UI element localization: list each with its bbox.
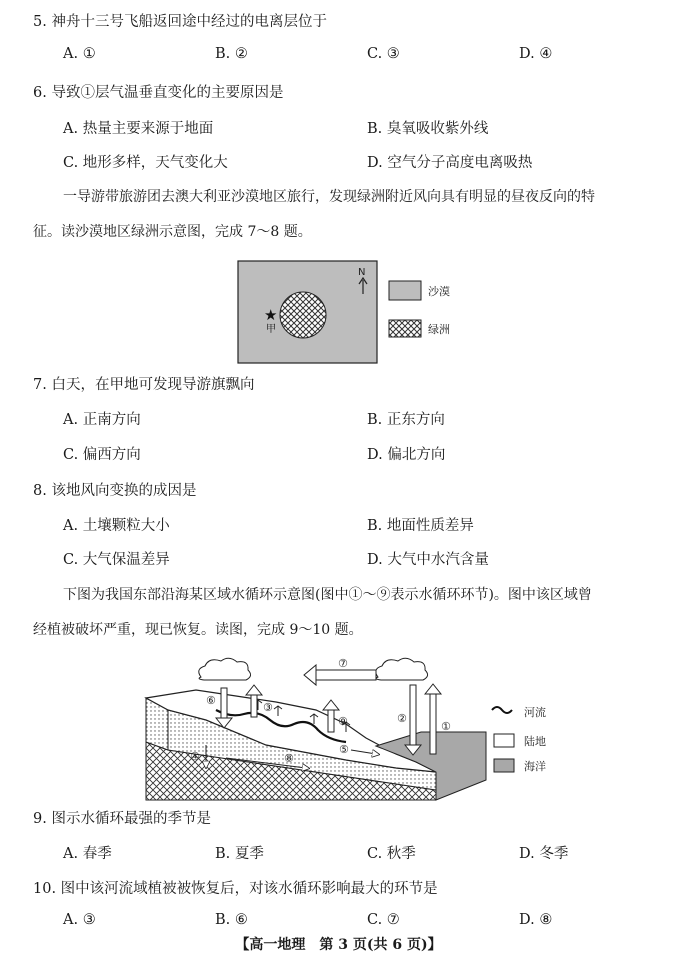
north-label: N xyxy=(358,267,366,278)
oasis-map-figure xyxy=(237,260,467,368)
q10-option-a: A. ③ xyxy=(63,912,96,928)
q5-option-b: B. ② xyxy=(215,46,248,62)
cloud-right-icon xyxy=(376,658,428,680)
q10-option-b: B. ⑥ xyxy=(215,912,248,928)
q9-option-c: C. 秋季 xyxy=(367,846,416,862)
legend-oasis-label: 绿洲 xyxy=(428,323,450,336)
star-icon: ★ xyxy=(264,306,278,324)
place-label-jia: 甲 xyxy=(266,324,276,335)
q7-option-a: A. 正南方向 xyxy=(63,412,141,428)
page-footer: 【高一地理 第 3 页(共 6 页)】 xyxy=(235,937,442,953)
label-8: ⑧ xyxy=(284,752,294,765)
arrow-3-evaporation xyxy=(251,695,257,717)
q5-option-d: D. ④ xyxy=(519,46,553,62)
q8-option-b: B. 地面性质差异 xyxy=(367,518,474,534)
q8-option-d: D. 大气中水汽含量 xyxy=(367,552,489,568)
intro-water-cycle-line2: 经植被破坏严重，现已恢复。读图，完成 9～10 题。 xyxy=(33,622,363,638)
q6-option-a: A. 热量主要来源于地面 xyxy=(63,121,214,137)
q9-option-d: D. 冬季 xyxy=(519,846,569,862)
legend-ocean-swatch xyxy=(494,759,514,772)
label-7: ⑦ xyxy=(338,657,348,670)
q7-option-b: B. 正东方向 xyxy=(367,412,445,428)
legend-land-swatch xyxy=(494,734,514,747)
q8-option-c: C. 大气保温差异 xyxy=(63,552,170,568)
q9-option-b: B. 夏季 xyxy=(215,846,264,862)
legend-ocean-label: 海洋 xyxy=(524,760,546,773)
question-5-stem: 5. 神舟十三号飞船返回途中经过的电离层位于 xyxy=(33,14,327,30)
q8-option-a: A. 土壤颗粒大小 xyxy=(63,518,170,534)
label-4: ④ xyxy=(190,750,200,763)
question-7-stem: 7. 白天，在甲地可发现导游旗飘向 xyxy=(33,377,255,393)
q7-option-d: D. 偏北方向 xyxy=(367,447,446,463)
question-9-stem: 9. 图示水循环最强的季节是 xyxy=(33,811,211,827)
q6-option-b: B. 臭氧吸收紫外线 xyxy=(367,121,489,137)
q6-option-c: C. 地形多样，天气变化大 xyxy=(63,155,228,171)
q10-option-d: D. ⑧ xyxy=(519,912,553,928)
label-1: ① xyxy=(441,720,451,733)
legend-oasis-swatch xyxy=(389,320,421,337)
label-6: ⑥ xyxy=(206,694,216,707)
intro-oasis-line2: 征。读沙漠地区绿洲示意图，完成 7～8 题。 xyxy=(33,224,312,240)
arrow-2-sea-precipitation xyxy=(410,685,416,745)
question-8-stem: 8. 该地风向变换的成因是 xyxy=(33,483,197,499)
legend-desert-label: 沙漠 xyxy=(428,285,450,298)
label-2: ② xyxy=(397,712,407,725)
q9-option-a: A. 春季 xyxy=(63,846,112,862)
water-cycle-figure xyxy=(146,650,566,802)
cloud-left-icon xyxy=(199,658,251,680)
legend-land-label: 陆地 xyxy=(524,735,546,748)
legend-river-icon xyxy=(492,707,512,713)
q6-option-d: D. 空气分子高度电离吸热 xyxy=(367,155,533,171)
oasis-area xyxy=(280,292,326,338)
label-9: ⑨ xyxy=(338,715,348,728)
label-3: ③ xyxy=(263,701,273,714)
question-6-stem: 6. 导致①层气温垂直变化的主要原因是 xyxy=(33,85,284,101)
intro-oasis-line1: 一导游带旅游团去澳大利亚沙漠地区旅行，发现绿洲附近风向具有明显的昼夜反向的特 xyxy=(63,189,595,205)
q10-option-c: C. ⑦ xyxy=(367,912,400,928)
intro-water-cycle-line1: 下图为我国东部沿海某区域水循环示意图(图中①～⑨表示水循环环节)。图中该区域曾 xyxy=(63,587,592,603)
label-5: ⑤ xyxy=(339,743,349,756)
arrow-9-transpiration xyxy=(328,710,334,732)
q5-option-c: C. ③ xyxy=(367,46,400,62)
question-10-stem: 10. 图中该河流域植被被恢复后，对该水循环影响最大的环节是 xyxy=(33,881,438,897)
arrow-1-sea-evaporation xyxy=(430,694,436,754)
arrow-6-precipitation xyxy=(221,688,227,718)
q5-option-a: A. ① xyxy=(63,46,96,62)
legend-river-label: 河流 xyxy=(524,706,546,719)
legend-desert-swatch xyxy=(389,281,421,300)
q7-option-c: C. 偏西方向 xyxy=(63,447,141,463)
